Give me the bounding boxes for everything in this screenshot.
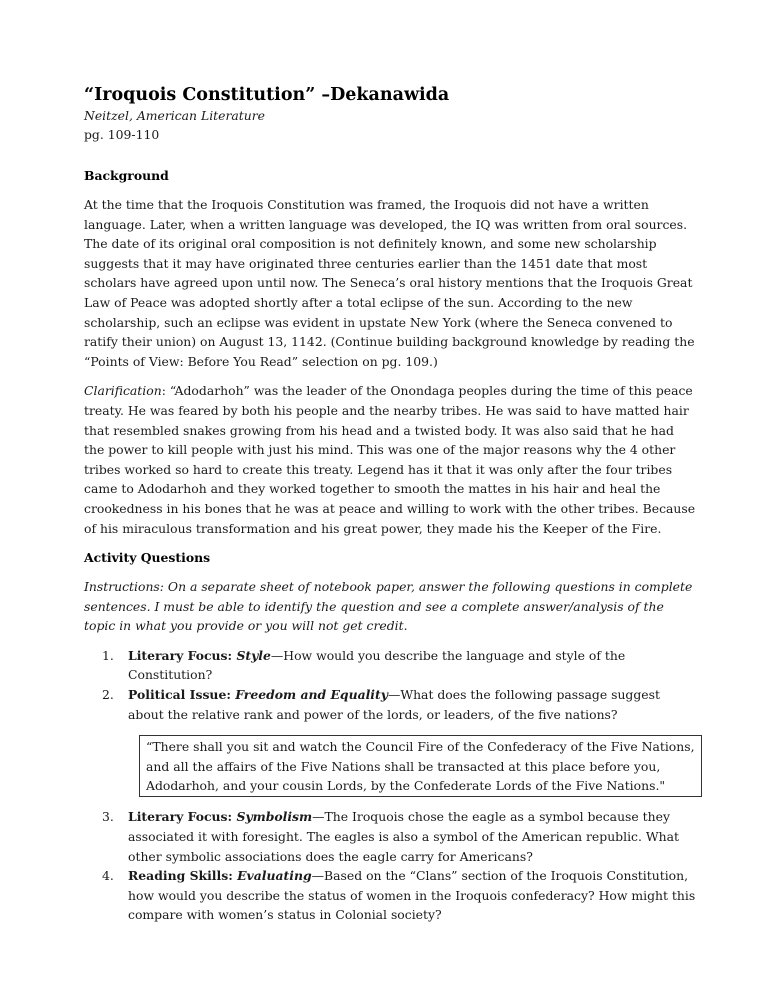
clarification-paragraph xyxy=(84,381,698,538)
document-title: “Iroquois Constitution” –Dekanawida xyxy=(84,85,450,105)
background-paragraph: At the time that the Iroquois Constitution was framed, the Iroquois did not have a written language. Later, when a written language was developed, the IQ was written from oral sources. The date of its original oral composition is not definitely known, and some new scholarship suggests that it may have originated three centuries earlier than the 1451 date that most scholars have agreed upon until now. The Seneca’s oral history mentions that the Iroquois Great Law of Peace was adopted shortly after a total eclipse of the sun. According to the new scholarship, such an eclipse was evident in upstate New York (where the Seneca convened to ratify their union) on August 13, 1142. (Continue building background knowledge by reading the “Points of View: Before You Read” selection on pg. 109.) xyxy=(84,197,695,369)
quote-text: “There shall you sit and watch the Council Fire of the Confederacy of the Five Nations, and all the affairs of the Five Nations shall be transacted at this place before you, Adodarhoh, and your cousin Lords, by the Confederate Lords of the Five Nations." xyxy=(146,739,695,794)
question-text: —What does the following passage suggest about the relative rank and power of the lords, or leaders, of the five nations? xyxy=(128,687,660,722)
instructions-label: Instructions xyxy=(84,579,160,595)
instructions-paragraph xyxy=(84,577,698,636)
question-topic: Freedom and Equality xyxy=(235,687,388,703)
question-topic: Style xyxy=(236,647,271,663)
question-list xyxy=(84,646,698,724)
document-subtitle: Neitzel, American Literature xyxy=(84,108,266,123)
question-item-3 xyxy=(102,807,698,866)
question-category: Literary Focus: xyxy=(128,647,237,663)
question-number: 1. xyxy=(102,647,114,663)
question-item-2 xyxy=(102,685,698,724)
question-list-continued xyxy=(84,807,698,925)
activity-heading: Activity Questions xyxy=(84,550,211,566)
instructions-text: : On a separate sheet of notebook paper, answer the following questions in complete sentences. I must be able to identify the question and see a complete answer/analysis of the topic in what you provide or you will not get credit. xyxy=(84,579,693,634)
background-heading: Background xyxy=(84,168,169,183)
question-item-4 xyxy=(102,866,698,925)
question-text: —The Iroquois chose the eagle as a symbol because they associated it with foresight. The eagles is also a symbol of the American republic. What other symbolic associations does the eagle carry for Americans? xyxy=(128,809,679,864)
question-category: Reading Skills: xyxy=(128,868,238,884)
question-topic: Evaluating xyxy=(237,868,312,884)
question-number: 3. xyxy=(102,809,114,825)
question-text: —How would you describe the language and style of the Constitution? xyxy=(128,647,626,683)
question-text: —Based on the “Clans” section of the Iroquois Constitution, how would you describe the status of women in the Iroquois confederacy? How might this compare with women’s status in Colonial society? xyxy=(128,868,696,923)
question-number: 4. xyxy=(102,868,114,884)
quote-box xyxy=(139,735,702,797)
page-reference: pg. 109-110 xyxy=(84,127,160,142)
question-item-1 xyxy=(102,646,698,685)
question-category: Literary Focus: xyxy=(128,809,237,825)
question-number: 2. xyxy=(102,687,114,703)
question-topic: Symbolism xyxy=(236,809,313,825)
question-category: Political Issue: xyxy=(128,687,236,703)
clarification-label: Clarification xyxy=(84,383,162,399)
clarification-text: : “Adodarhoh” was the leader of the Onondaga peoples during the time of this peace treaty. He was feared by both his people and the nearby tribes. He was said to have matted hair that resembled snakes growing from his head and a twisted body. It was also said that he had the power to kill people with just his mind. This was one of the major reasons why the 4 other tribes worked so hard to create this treaty. Legend has it that it was only after the four tribes came to Adodarhoh and they worked together to smooth the mattes in his hair and heal the crookedness in his bones that he was at peace and willing to work with the other tribes. Because of his miraculous transformation and his great power, they made his the Keeper of the Fire. xyxy=(84,383,696,536)
